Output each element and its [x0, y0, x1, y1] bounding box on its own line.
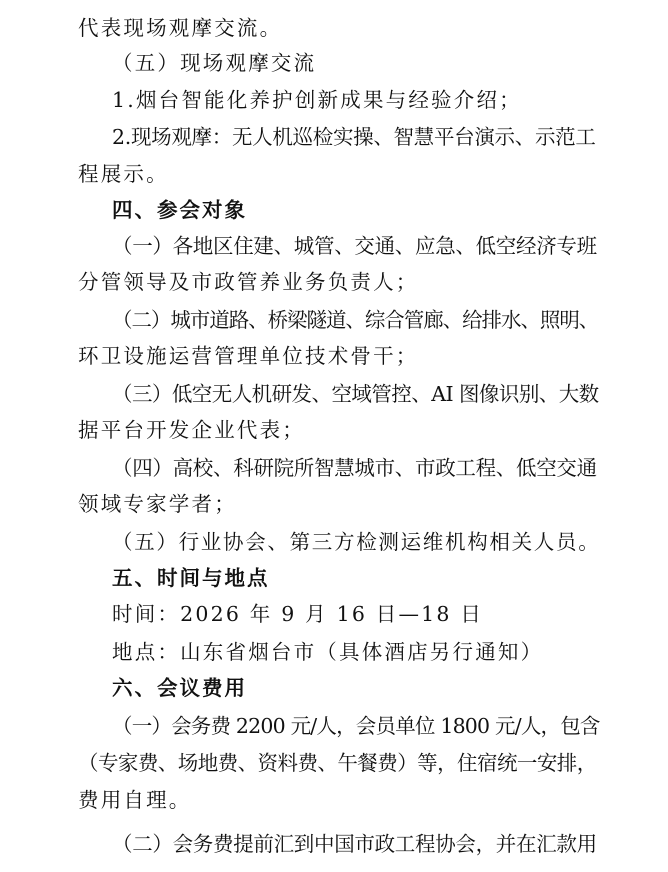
time-line: 时间：2026 年 9 月 16 日—18 日	[112, 602, 484, 626]
body-text-line: 领域专家学者；	[78, 492, 237, 516]
body-text-line: 据平台开发企业代表；	[78, 418, 305, 442]
location-line: 地点：山东省烟台市（具体酒店另行通知）	[112, 640, 544, 664]
body-text-line: 分管领导及市政管养业务负责人；	[78, 270, 419, 294]
list-item: （四）高校、科研院所智慧城市、市政工程、低空交通	[112, 456, 597, 480]
list-item: （二）城市道路、桥梁隧道、综合管廊、给排水、照明、	[112, 308, 599, 332]
list-item: （五）行业协会、第三方检测运维机构相关人员。	[112, 530, 601, 554]
section-heading: 四、参会对象	[112, 198, 247, 222]
list-item: （二）会务费提前汇到中国市政工程协会，并在汇款用	[112, 832, 597, 856]
section-heading: 六、会议费用	[112, 676, 247, 700]
body-text-line: （专家费、场地费、资料费、午餐费）等，住宿统一安排，	[78, 751, 597, 775]
body-text-line: 程展示。	[78, 162, 169, 186]
list-item: 2.现场观摩：无人机巡检实操、智慧平台演示、示范工	[112, 125, 596, 149]
list-item: 1.烟台智能化养护创新成果与经验介绍；	[112, 88, 522, 112]
section-heading: 五、时间与地点	[112, 566, 270, 590]
body-text-line: 费用自理。	[78, 788, 192, 812]
list-item: （三）低空无人机研发、空域管控、AI 图像识别、大数	[112, 382, 599, 406]
body-text-line: 环卫设施运营管理单位技术骨干；	[78, 344, 419, 368]
list-item: （一）会务费 2200 元/人，会员单位 1800 元/人，包含	[112, 714, 600, 738]
list-item: （一）各地区住建、城管、交通、应急、低空经济专班	[112, 234, 597, 258]
body-text-line: 代表现场观摩交流。	[78, 16, 283, 40]
subsection-title: （五）现场观摩交流	[112, 51, 317, 75]
